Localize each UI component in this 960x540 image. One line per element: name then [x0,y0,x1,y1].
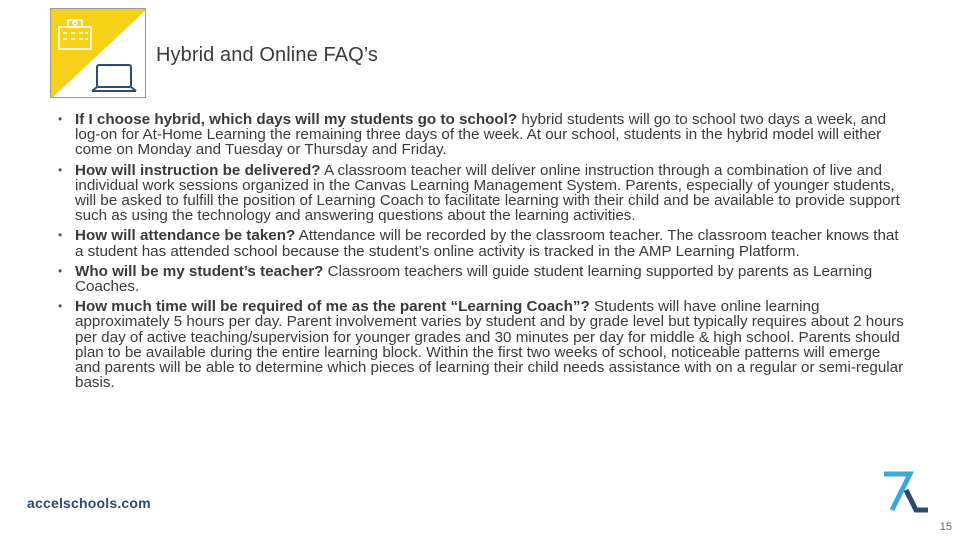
hybrid-online-graphic [50,8,146,98]
faq-answer: A classroom teacher will deliver online instruction through a combination of live and individual work sessions organized in the Canvas Learning Management System. Parents, especially of younger students, will be asked to fulfill the position of Learning Coach to facilitate learning with their child and be available to provide support such as using the technology and answering questions about the learning activities. [75,161,900,225]
faq-answer: Attendance will be recorded by the classroom teacher. The classroom teacher knows that a student has attended school because the student’s online activity is tracked in the AMP Learning Platform. [75,227,899,260]
bullet-icon: • [58,112,63,126]
faq-question: How will attendance be taken? [75,227,296,245]
faq-question: If I choose hybrid, which days will my students go to school? [75,111,518,128]
bullet-icon: • [58,162,63,177]
bullet-icon: • [58,228,63,243]
faq-question: How much time will be required of me as the parent “Learning Coach”? [75,298,590,316]
bullet-icon: • [58,299,63,314]
faq-list [56,112,906,395]
faq-question: Who will be my student’s teacher? [75,262,324,280]
faq-item-instruction [56,163,906,224]
accel-logo-icon [880,468,932,519]
faq-question: How will instruction be delivered? [75,161,321,179]
graphic-canvas [51,9,146,98]
faq-answer: Classroom teachers will guide student learning supported by parents as Learning Coaches. [75,262,873,296]
faq-item-time-required [56,299,906,390]
faq-item-teacher [56,264,906,294]
bullet-icon: • [58,263,63,278]
accel-logo-mark [880,468,932,514]
faq-item-attendance [56,228,906,258]
accelschools-logo-text: accelschools.com [27,495,151,511]
page-title: Hybrid and Online FAQ’s [156,44,379,66]
faq-answer: hybrid students will go to school two days a week, and log-on for At-Home Learning the remaining three days of the week. At our school, students in the hybrid model will either come on Monday and Tuesday or Thursday and Friday. [75,111,887,159]
page-number: 15 [939,521,952,533]
laptop-icon [92,65,136,91]
faq-item-hybrid-days [56,112,906,158]
faq-answer: Students will have online learning approximately 5 hours per day. Parent involvement varies by student and by grade level but typically requires about 2 hours per day of active teaching/supervision for younger grades and 30 minutes per day for middle & high school. Parents should plan to be available during the entire learning block. Within the first two weeks of school, noticeable patterns will emerge and parents will be able to determine which pieces of learning their child needs assistance with on a regular or semi-regular basis. [75,298,904,392]
